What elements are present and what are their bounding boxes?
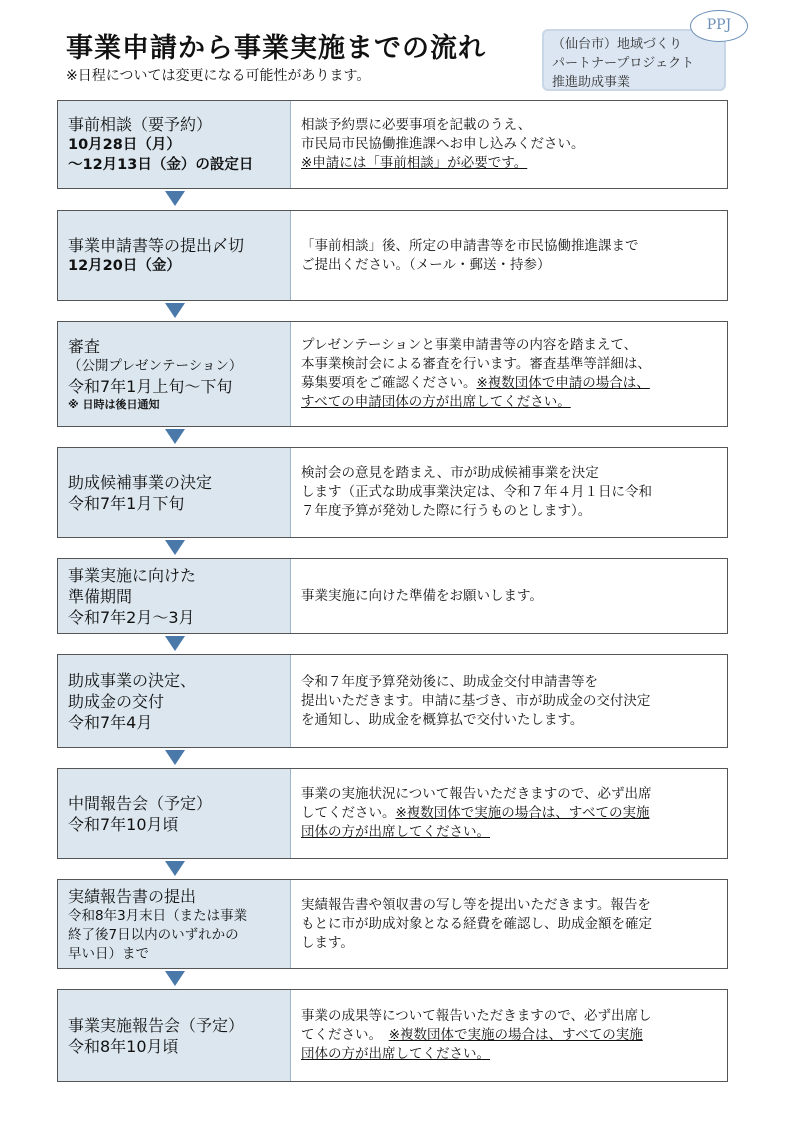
step-title: 助成事業の決定、 xyxy=(68,670,197,690)
step-description xyxy=(291,769,727,858)
program-badge xyxy=(542,29,726,91)
step-date: ～12月13日（金）の設定日 xyxy=(68,157,254,173)
down-arrow-icon xyxy=(165,540,185,555)
desc-line xyxy=(301,1026,717,1045)
desc-text: 募集要項をご確認ください。 xyxy=(301,375,477,391)
desc-line: 市民局市民協働推進課へお申し込みください。 xyxy=(301,136,585,152)
page-title: 事業申請から事業実施までの流れ xyxy=(66,33,486,64)
desc-line xyxy=(301,374,717,393)
step-description xyxy=(291,655,727,747)
desc-text: てください。 xyxy=(301,1027,376,1043)
desc-line xyxy=(301,804,717,823)
desc-line: 提出いただきます。申請に基づき、市が助成金の交付決定 xyxy=(301,692,651,709)
step-label xyxy=(58,448,291,537)
header xyxy=(66,32,486,85)
down-arrow-icon xyxy=(165,429,185,444)
desc-note: 団体の方が出席してください。 xyxy=(301,824,490,840)
step-candidate-decision xyxy=(57,447,728,538)
desc-line: 実績報告書や領収書の写し等を提出いただきます。報告を xyxy=(301,896,651,913)
desc-line: します（正式な助成事業決定は、令和７年４月１日に令和 xyxy=(301,484,652,500)
step-date: 令和7年4月 xyxy=(68,712,153,732)
step-interim-report xyxy=(57,768,728,859)
step-label xyxy=(58,769,291,858)
schedule-note: ※日程については変更になる可能性があります。 xyxy=(66,68,371,84)
step-label xyxy=(58,559,291,633)
down-arrow-icon xyxy=(165,750,185,765)
desc-line: もとに市が助成対象となる経費を確認し、助成金額を確定 xyxy=(301,915,652,932)
step-description xyxy=(291,101,727,188)
step-label xyxy=(58,655,291,747)
step-consultation xyxy=(57,100,728,189)
step-date: 令和7年1月上旬～下旬 xyxy=(68,376,233,396)
step-date: 令和8年3月末日（または事業 xyxy=(68,908,248,924)
desc-line: 検討会の意見を踏まえ、市が助成候補事業を決定 xyxy=(301,465,599,481)
ppj-logo: PPJ xyxy=(690,10,748,42)
step-title: 事業実施に向けた xyxy=(68,565,197,585)
desc-line: します。 xyxy=(301,934,354,951)
down-arrow-icon xyxy=(165,303,185,318)
step-label xyxy=(58,990,291,1081)
desc-line: 事業実施に向けた準備をお願いします。 xyxy=(301,587,543,604)
step-results-report xyxy=(57,879,728,969)
step-note: ※ 日時は後日通知 xyxy=(68,397,160,411)
down-arrow-icon xyxy=(165,861,185,876)
step-date: 令和7年2月～3月 xyxy=(68,607,195,627)
step-description xyxy=(291,322,727,426)
step-title: 準備期間 xyxy=(68,586,133,606)
step-application-deadline xyxy=(57,210,728,301)
down-arrow-icon xyxy=(165,971,185,986)
desc-line: 相談予約票に必要事項を記載のうえ、 xyxy=(301,117,532,133)
step-date: 令和7年10月頃 xyxy=(68,814,179,834)
step-title: 事前相談（要予約） xyxy=(68,115,213,134)
step-title: 実績報告書の提出 xyxy=(68,887,197,906)
step-description xyxy=(291,559,727,633)
desc-note: すべての申請団体の方が出席してください。 xyxy=(301,394,571,410)
step-date: 令和7年1月下旬 xyxy=(68,493,185,513)
step-screening xyxy=(57,321,728,427)
step-date: 早い日）まで xyxy=(68,946,149,962)
desc-line: 事業の実施状況について報告いただきますので、必ず出席 xyxy=(301,786,652,802)
desc-line: ７年度予算が発効した際に行うものとします）。 xyxy=(301,503,592,519)
step-label xyxy=(58,322,291,426)
step-title: 助成金の交付 xyxy=(68,691,165,711)
desc-line: 令和７年度予算発効後に、助成金交付申請書等を xyxy=(301,673,598,690)
step-title: 事業実施報告会（予定） xyxy=(68,1015,245,1035)
step-label xyxy=(58,101,291,188)
desc-line: 本事業検討会による審査を行います。審査基準等詳細は、 xyxy=(301,356,651,372)
step-subtitle: （公開プレゼンテーション） xyxy=(68,357,243,374)
step-label xyxy=(58,211,291,300)
desc-note: ※申請には「事前相談」が必要です。 xyxy=(301,155,528,171)
step-description xyxy=(291,211,727,300)
desc-line: プレゼンテーションと事業申請書等の内容を踏まえて、 xyxy=(301,337,638,353)
step-date: 10月28日（月） xyxy=(68,137,181,153)
step-date: 終了後7日以内のいずれかの xyxy=(68,927,239,943)
step-title: 中間報告会（予定） xyxy=(68,793,213,813)
step-preparation xyxy=(57,558,728,634)
desc-note: ※複数団体で申請の場合は、 xyxy=(476,375,650,391)
desc-line: ご提出ください。（メール・郵送・持参） xyxy=(301,256,551,273)
step-date: 令和8年10月頃 xyxy=(68,1036,179,1056)
step-title: 審査 xyxy=(68,336,101,356)
desc-note: 団体の方が出席してください。 xyxy=(301,1046,490,1062)
step-title: 事業申請書等の提出〆切 xyxy=(68,236,245,255)
step-description xyxy=(291,448,727,537)
desc-line: を通知し、助成金を概算払で交付いたします。 xyxy=(301,711,584,728)
step-final-report-meeting xyxy=(57,989,728,1082)
step-label xyxy=(58,880,291,968)
step-description xyxy=(291,990,727,1081)
badge-line: 推進助成事業 xyxy=(552,75,631,90)
desc-note: ※複数団体で実施の場合は、すべての実施 xyxy=(388,1027,643,1043)
desc-line: 事業の成果等について報告いただきますので、必ず出席し xyxy=(301,1008,652,1024)
step-title: 助成候補事業の決定 xyxy=(68,472,213,492)
step-grant-decision xyxy=(57,654,728,748)
step-date: 12月20日（金） xyxy=(68,258,181,274)
step-description xyxy=(291,880,727,968)
desc-line: 「事前相談」後、所定の申請書等を市民協働推進課まで xyxy=(301,237,639,254)
down-arrow-icon xyxy=(165,636,185,651)
down-arrow-icon xyxy=(165,191,185,206)
desc-text: してください。 xyxy=(301,805,396,821)
badge-line: （仙台市）地域づくり xyxy=(552,37,683,52)
desc-note: ※複数団体で実施の場合は、すべての実施 xyxy=(395,805,650,821)
badge-line: パートナープロジェクト xyxy=(552,56,695,71)
